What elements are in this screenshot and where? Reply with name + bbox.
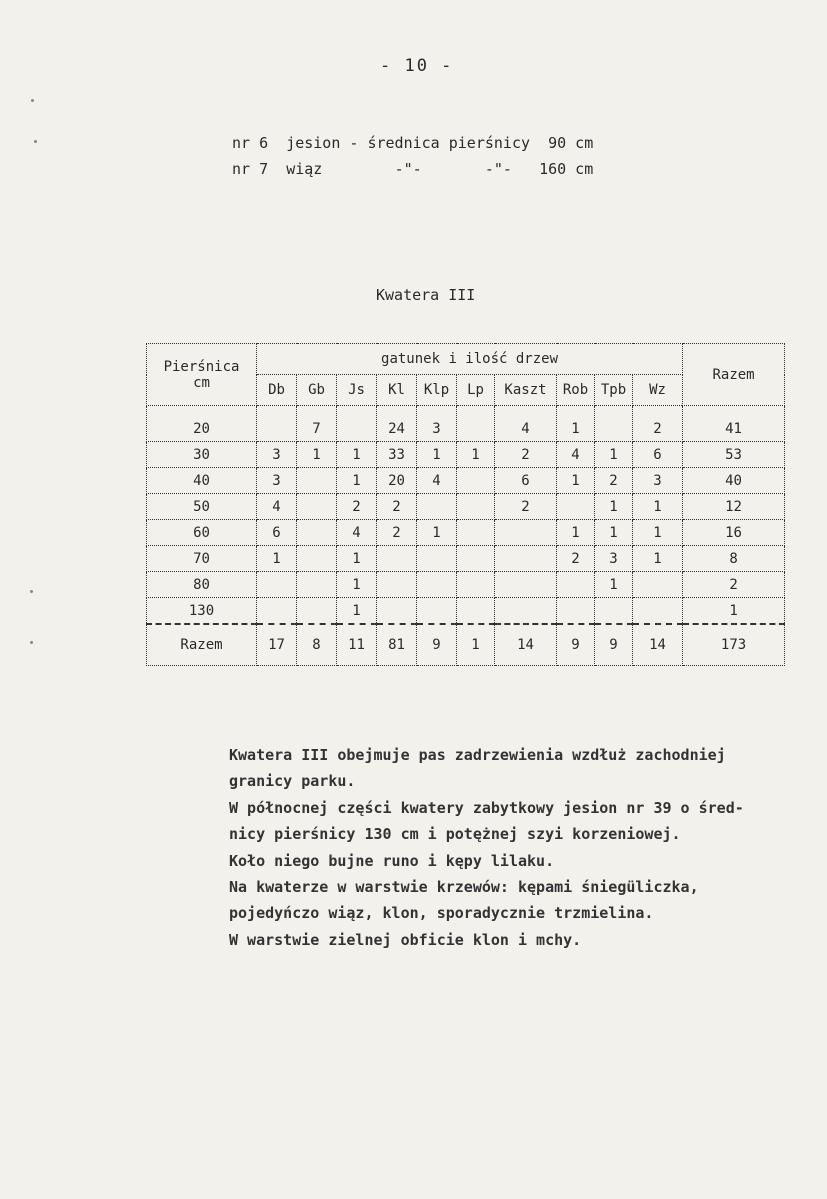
page-number: - 10 - xyxy=(380,56,454,76)
paragraph-line: pojedyńczo wiąz, klon, sporadycznie trzmielina. xyxy=(229,904,654,923)
count-cell xyxy=(417,598,457,625)
sum-cell: 9 xyxy=(557,624,595,666)
paper-speck xyxy=(34,140,37,143)
count-cell xyxy=(377,598,417,625)
count-cell: 20 xyxy=(377,468,417,494)
count-cell: 1 xyxy=(297,442,337,468)
note-line-1 xyxy=(232,134,593,152)
note-value: 90 cm xyxy=(548,134,594,152)
count-cell xyxy=(297,520,337,546)
note-nr: nr 7 xyxy=(232,160,269,178)
species-header-db: Db xyxy=(257,375,297,406)
count-cell: 1 xyxy=(633,494,683,520)
paragraph-line: Na kwaterze w warstwie krzewów: kępami śniegüliczka, xyxy=(229,878,699,897)
count-cell: 1 xyxy=(595,442,633,468)
count-cell xyxy=(377,546,417,572)
table-body xyxy=(147,406,785,625)
count-cell: 4 xyxy=(557,442,595,468)
count-cell: 4 xyxy=(495,406,557,442)
count-cell: 3 xyxy=(257,442,297,468)
count-cell xyxy=(377,572,417,598)
paragraph-line: Koło niego bujne runo i kępy lilaku. xyxy=(229,851,555,870)
count-cell xyxy=(495,572,557,598)
paper-speck xyxy=(31,99,34,102)
count-cell: 1 xyxy=(337,598,377,625)
sum-cell: 14 xyxy=(633,624,683,666)
sum-cell: 9 xyxy=(595,624,633,666)
diameter-cell: 70 xyxy=(147,546,257,572)
count-cell xyxy=(257,598,297,625)
count-cell: 1 xyxy=(633,520,683,546)
count-cell xyxy=(457,598,495,625)
row-total-cell: 8 xyxy=(683,546,785,572)
count-cell xyxy=(633,572,683,598)
count-cell: 6 xyxy=(633,442,683,468)
count-cell: 6 xyxy=(495,468,557,494)
count-cell: 2 xyxy=(377,520,417,546)
count-cell: 1 xyxy=(457,442,495,468)
diameter-header xyxy=(147,344,257,406)
species-header-gb: Gb xyxy=(297,375,337,406)
count-cell: 6 xyxy=(257,520,297,546)
species-header-kaszt: Kaszt xyxy=(495,375,557,406)
table-row xyxy=(147,598,785,625)
count-cell xyxy=(297,546,337,572)
note-value: 160 cm xyxy=(539,160,594,178)
count-cell: 2 xyxy=(633,406,683,442)
sum-row xyxy=(147,624,785,666)
diameter-cell: 130 xyxy=(147,598,257,625)
diameter-cell: 30 xyxy=(147,442,257,468)
table-row xyxy=(147,546,785,572)
count-cell xyxy=(633,598,683,625)
paragraph-line: granicy parku. xyxy=(229,772,356,791)
count-cell xyxy=(457,520,495,546)
description-paragraph xyxy=(229,742,809,953)
note-ditto: -"- xyxy=(394,160,422,178)
count-cell xyxy=(417,572,457,598)
sum-cell: 1 xyxy=(457,624,495,666)
row-total-cell: 12 xyxy=(683,494,785,520)
count-cell: 3 xyxy=(257,468,297,494)
count-cell: 7 xyxy=(297,406,337,442)
count-cell: 1 xyxy=(595,572,633,598)
species-header-klp: Klp xyxy=(417,375,457,406)
count-cell: 1 xyxy=(337,442,377,468)
count-cell xyxy=(557,572,595,598)
note-dash: - xyxy=(349,134,359,152)
count-cell xyxy=(495,598,557,625)
note-species: wiąz xyxy=(286,160,323,178)
count-cell xyxy=(297,494,337,520)
count-cell xyxy=(595,406,633,442)
count-cell: 1 xyxy=(337,572,377,598)
count-cell: 3 xyxy=(417,406,457,442)
row-total-cell: 40 xyxy=(683,468,785,494)
count-cell: 24 xyxy=(377,406,417,442)
table-header-row xyxy=(147,344,785,375)
sum-cell: 9 xyxy=(417,624,457,666)
count-cell: 1 xyxy=(257,546,297,572)
paragraph-line: W warstwie zielnej obficie klon i mchy. xyxy=(229,930,582,949)
count-cell xyxy=(417,494,457,520)
count-cell: 1 xyxy=(595,494,633,520)
sum-cell: 81 xyxy=(377,624,417,666)
sum-cell: 11 xyxy=(337,624,377,666)
count-cell: 1 xyxy=(337,468,377,494)
count-cell xyxy=(457,494,495,520)
sum-cell: 17 xyxy=(257,624,297,666)
species-header-tpb: Tpb xyxy=(595,375,633,406)
count-cell: 3 xyxy=(633,468,683,494)
count-cell xyxy=(595,598,633,625)
count-cell: 1 xyxy=(337,546,377,572)
count-cell: 2 xyxy=(337,494,377,520)
row-total-cell: 53 xyxy=(683,442,785,468)
diameter-cell: 20 xyxy=(147,406,257,442)
count-cell: 1 xyxy=(417,520,457,546)
note-label: średnica pierśnicy xyxy=(367,134,531,152)
count-cell: 3 xyxy=(595,546,633,572)
count-cell xyxy=(257,572,297,598)
sum-cell: 14 xyxy=(495,624,557,666)
count-cell xyxy=(495,520,557,546)
table-row xyxy=(147,572,785,598)
row-total-cell: 1 xyxy=(683,598,785,625)
note-nr: nr 6 xyxy=(232,134,269,152)
diameter-header-label: Pierśnica xyxy=(163,358,240,375)
count-cell: 1 xyxy=(557,468,595,494)
species-header-kl: Kl xyxy=(377,375,417,406)
count-cell: 2 xyxy=(377,494,417,520)
count-cell: 1 xyxy=(633,546,683,572)
table-row xyxy=(147,520,785,546)
count-cell: 4 xyxy=(337,520,377,546)
count-cell xyxy=(297,598,337,625)
sum-label: Razem xyxy=(147,624,257,666)
table-row xyxy=(147,442,785,468)
count-cell: 1 xyxy=(417,442,457,468)
species-group-header: gatunek i ilość drzew xyxy=(257,344,683,375)
species-header-lp: Lp xyxy=(457,375,495,406)
paragraph-line: nicy pierśnicy 130 cm i potężnej szyi korzeniowej. xyxy=(229,825,681,844)
paragraph-line: W północnej części kwatery zabytkowy jesion nr 39 o śred- xyxy=(229,798,744,817)
diameter-cell: 50 xyxy=(147,494,257,520)
count-cell xyxy=(297,468,337,494)
note-species: jesion xyxy=(286,134,341,152)
species-header-js: Js xyxy=(337,375,377,406)
count-cell: 1 xyxy=(557,520,595,546)
note-ditto: -"- xyxy=(484,160,512,178)
species-header-rob: Rob xyxy=(557,375,595,406)
species-header-wz: Wz xyxy=(633,375,683,406)
count-cell: 2 xyxy=(495,442,557,468)
count-cell xyxy=(257,406,297,442)
section-heading: Kwatera III xyxy=(376,286,476,304)
diameter-cell: 40 xyxy=(147,468,257,494)
count-cell: 4 xyxy=(257,494,297,520)
count-cell: 2 xyxy=(495,494,557,520)
note-line-2 xyxy=(232,160,593,178)
row-total-cell: 41 xyxy=(683,406,785,442)
count-cell xyxy=(457,572,495,598)
count-cell: 1 xyxy=(557,406,595,442)
tree-count-table xyxy=(146,343,785,666)
sum-cell: 8 xyxy=(297,624,337,666)
diameter-cell: 60 xyxy=(147,520,257,546)
count-cell xyxy=(457,546,495,572)
diameter-cell: 80 xyxy=(147,572,257,598)
table-row xyxy=(147,494,785,520)
count-cell xyxy=(417,546,457,572)
paper-speck xyxy=(30,641,33,644)
table-row xyxy=(147,406,785,442)
row-total-cell: 2 xyxy=(683,572,785,598)
paragraph-line: Kwatera III obejmuje pas zadrzewienia wzdłuż zachodniej xyxy=(229,746,726,764)
count-cell: 2 xyxy=(557,546,595,572)
table-row xyxy=(147,468,785,494)
diameter-header-unit: cm xyxy=(193,374,210,391)
count-cell xyxy=(457,468,495,494)
count-cell: 1 xyxy=(595,520,633,546)
total-header: Razem xyxy=(683,344,785,406)
count-cell xyxy=(557,494,595,520)
count-cell xyxy=(557,598,595,625)
row-total-cell: 16 xyxy=(683,520,785,546)
count-cell: 33 xyxy=(377,442,417,468)
count-cell: 4 xyxy=(417,468,457,494)
paper-speck xyxy=(30,590,33,593)
count-cell xyxy=(297,572,337,598)
count-cell xyxy=(337,406,377,442)
grand-total-cell: 173 xyxy=(683,624,785,666)
tree-count-table-wrap xyxy=(146,343,784,691)
count-cell: 2 xyxy=(595,468,633,494)
count-cell xyxy=(457,406,495,442)
count-cell xyxy=(495,546,557,572)
